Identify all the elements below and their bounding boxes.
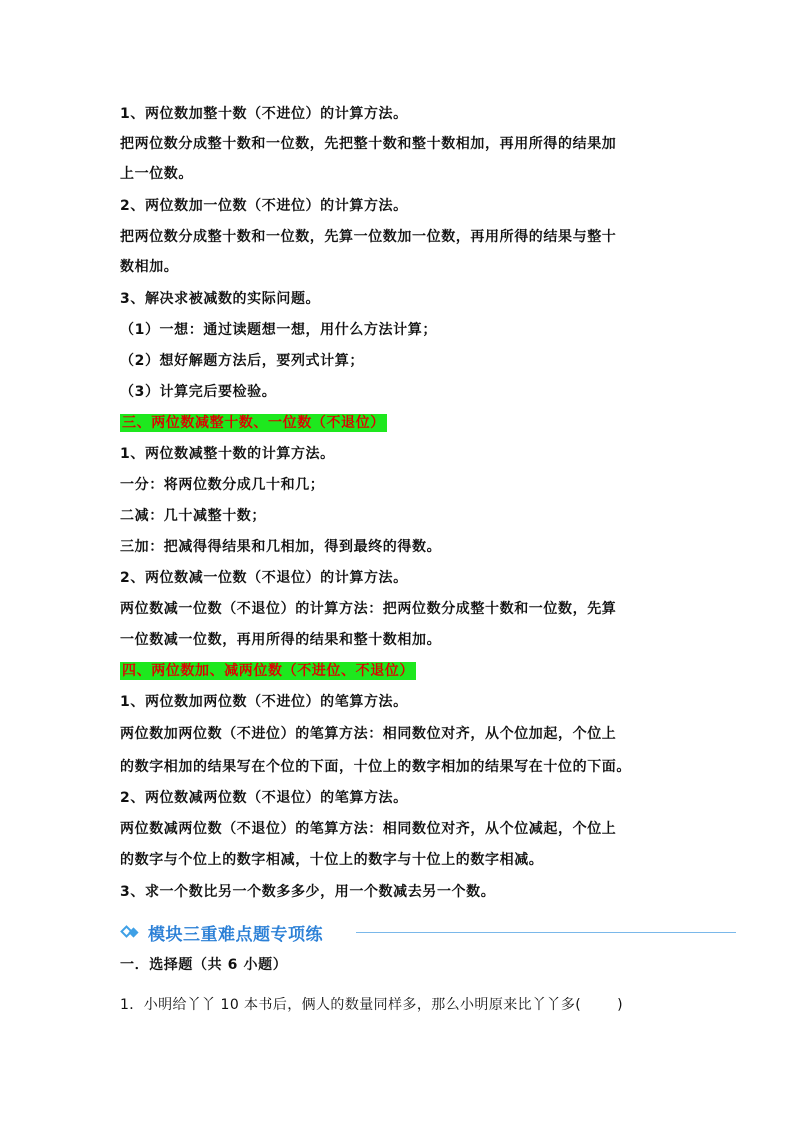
text-line: 的数字与个位上的数字相减，十位上的数字与十位上的数字相减。: [120, 852, 544, 868]
text-line: 把两位数分成整十数和一位数，先把整十数和整十数相加，再用所得的结果加: [120, 136, 617, 152]
text-line: 3、求一个数比另一个数多多少，用一个数减去另一个数。: [120, 884, 496, 900]
module-title: 模块三重难点题专项练: [148, 924, 323, 945]
text-line: （3）计算完后要检验。: [120, 384, 277, 400]
diamond-icon: [122, 925, 144, 939]
text-line: 两位数加两位数（不进位）的笔算方法：相同数位对齐，从个位加起，个位上: [120, 726, 617, 742]
text-line: 上一位数。: [120, 166, 193, 182]
question-section-heading: 一．选择题（共 6 小题）: [120, 957, 288, 973]
text-line: 一位数减一位数，再用所得的结果和整十数相加。: [120, 632, 442, 648]
text-line: 1、两位数减整十数的计算方法。: [120, 446, 335, 462]
text-line: 两位数减一位数（不退位）的计算方法：把两位数分成整十数和一位数，先算: [120, 601, 617, 617]
text-line: 三加：把减得得结果和几相加，得到最终的得数。: [120, 539, 442, 555]
text-line: 数相加。: [120, 259, 179, 275]
text-line: 1、两位数加整十数（不进位）的计算方法。: [120, 106, 408, 122]
text-line: 3、解决求被减数的实际问题。: [120, 291, 321, 307]
text-line: 2、两位数减两位数（不退位）的笔算方法。: [120, 790, 408, 806]
text-line: （1）一想：通过读题想一想，用什么方法计算；: [120, 322, 437, 338]
text-line: 的数字相加的结果写在个位的下面，十位上的数字相加的结果写在十位的下面。: [120, 759, 631, 775]
section-heading-4: [120, 661, 416, 681]
text-line: 2、两位数减一位数（不退位）的计算方法。: [120, 570, 408, 586]
highlighted-heading: 三、两位数减整十数、一位数（不退位）: [122, 415, 385, 431]
module-divider: [356, 932, 736, 933]
text-line: （2）想好解题方法后，要列式计算；: [120, 353, 364, 369]
text-line: 把两位数分成整十数和一位数，先算一位数加一位数，再用所得的结果与整十: [120, 229, 617, 245]
text-line: 二减：几十减整十数；: [120, 508, 266, 524]
text-line: 一分：将两位数分成几十和几；: [120, 477, 325, 493]
highlighted-heading: 四、两位数加、减两位数（不进位、不退位）: [122, 663, 414, 679]
section-heading-3: [120, 413, 387, 433]
module-header: [122, 920, 323, 944]
question-1-close: ): [617, 997, 623, 1013]
question-1-text: 1．小明给丫丫 10 本书后，俩人的数量同样多，那么小明原来比丫丫多(: [120, 997, 582, 1013]
text-line: 1、两位数加两位数（不进位）的笔算方法。: [120, 694, 408, 710]
text-line: 两位数减两位数（不退位）的笔算方法：相同数位对齐，从个位减起，个位上: [120, 821, 617, 837]
text-line: 2、两位数加一位数（不进位）的计算方法。: [120, 198, 408, 214]
question-1: [120, 994, 623, 1014]
